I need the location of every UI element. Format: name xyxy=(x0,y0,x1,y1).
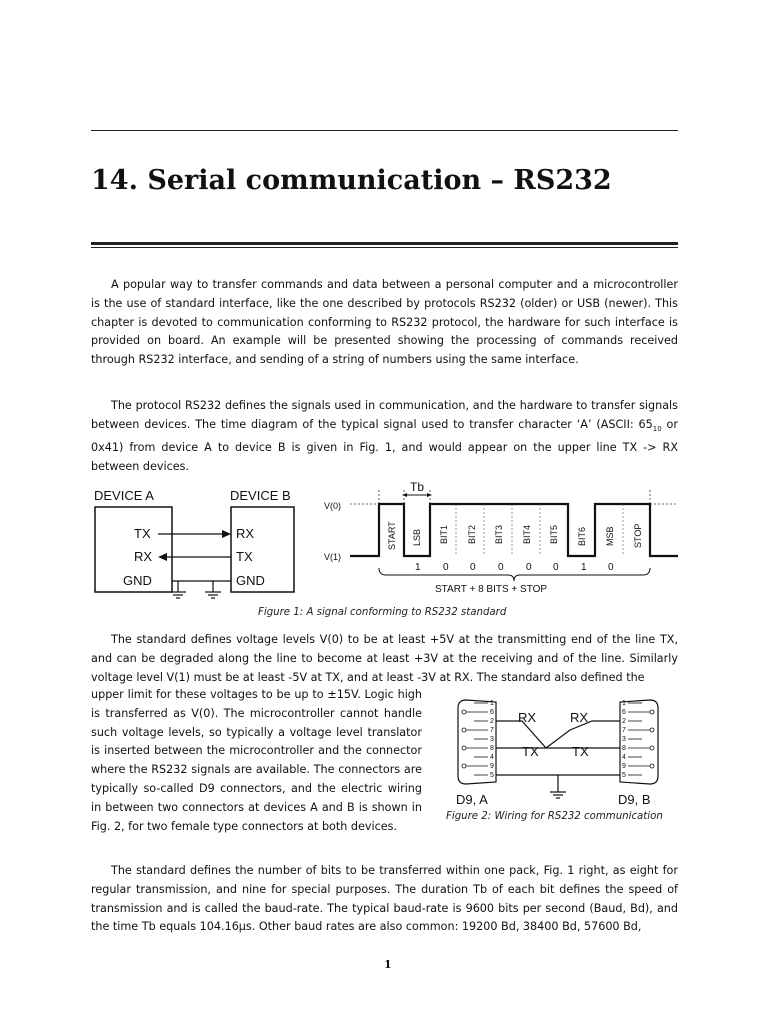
paragraph-protocol: The protocol RS232 defines the signals used in communication, and the hardware to transfer signals between devices. The time diagram of the typical signal used to transfer character ‘A’ (ASCII: $65_{10}$ or 0x41) from device A to device B is given in Fig. 1, and would appear on the upper line TX -> RX between devices. xyxy=(91,399,678,473)
bit-value: 0 xyxy=(608,562,614,573)
pin-label: 4 xyxy=(490,754,494,761)
tb-arrow-right xyxy=(427,493,432,497)
figure-1-caption: Figure 1: A signal conforming to RS232 standard xyxy=(258,607,507,618)
device-a-rx: RX xyxy=(134,549,153,564)
title-rule-thick xyxy=(91,242,678,245)
device-b-rx: RX xyxy=(236,526,255,541)
device-b-gnd: GND xyxy=(236,573,265,588)
slot-label: BIT6 xyxy=(577,526,587,546)
paragraph-intro: A popular way to transfer commands and data between a personal computer and a microcontroller is the use of standard interface, like the one described by protocols RS232 (older) or USB (newer). This chapter is devoted to communication conforming to RS232 protocol, the hardware for such interface is provided on board. An example will be presented showing the processing of commands received through RS232 interface, and sending of a string of numbers using the same interface. xyxy=(91,278,678,367)
paragraph-voltage: The standard defines voltage levels V(0) to be at least +5V at the transmitting end of the line TX, and can be degraded along the line to become at least +3V at the receiving and of the line. Similarly voltage level V(1) must be at least -5V at TX, and at least -3V at RX. The standard also defined the xyxy=(91,633,678,684)
page-number: 1 xyxy=(384,958,392,971)
tx-arrow-head xyxy=(222,530,231,538)
pin-label: 6 xyxy=(490,709,494,716)
pin-label: 2 xyxy=(490,718,494,725)
bit-values xyxy=(415,562,614,573)
slot-label: LSB xyxy=(412,528,422,546)
slot-label: MSB xyxy=(605,526,615,546)
bit-value: 0 xyxy=(443,562,449,573)
device-b-label: DEVICE B xyxy=(230,488,291,503)
tb-arrow-left xyxy=(402,493,407,497)
device-b-tx: TX xyxy=(236,549,253,564)
device-a-gnd: GND xyxy=(123,573,152,588)
title-rule-thin xyxy=(91,247,678,248)
pin-label: 3 xyxy=(490,736,494,743)
frame-label: START + 8 BITS + STOP xyxy=(435,584,548,595)
bit-value: 1 xyxy=(415,562,421,573)
pin-label: 8 xyxy=(622,745,626,752)
pin-label: 4 xyxy=(622,754,626,761)
bit-value: 0 xyxy=(553,562,559,573)
pin-label: 7 xyxy=(622,727,626,734)
slot-label: STOP xyxy=(633,523,643,548)
v1-label: V(1) xyxy=(324,552,342,562)
device-a-tx: TX xyxy=(134,526,151,541)
connector-a-label: D9, A xyxy=(456,792,488,807)
rx-label-a: RX xyxy=(518,710,537,725)
slot-label: BIT4 xyxy=(522,524,532,544)
pin-label: 8 xyxy=(490,745,494,752)
connector-b-label: D9, B xyxy=(618,792,651,807)
pin-label: 9 xyxy=(622,763,626,770)
rx-arrow-head xyxy=(158,553,167,561)
pin-label: 6 xyxy=(622,709,626,716)
paragraph-baud: The standard defines the number of bits to be transferred within one pack, Fig. 1 right, as eight for regular transmission, and nine for special purposes. The duration Tb of each bit defines the speed of transmission and is called the baud-rate. The typical baud-rate is 9600 bits per second (Baud, Bd), and the time Tb equals 104.16µs. Other baud rates are also common: 19200 Bd, 38400 Bd, 57600 Bd, xyxy=(91,864,678,934)
slot-label: BIT1 xyxy=(439,524,449,544)
figure-2-caption: Figure 2: Wiring for RS232 communication xyxy=(446,811,663,822)
pin-label: 2 xyxy=(622,718,626,725)
figure-2-diagram xyxy=(452,694,664,808)
rx-label-b: RX xyxy=(570,710,589,725)
signal-envelope xyxy=(350,490,678,556)
v0-label: V(0) xyxy=(324,501,342,511)
tx-label-b: TX xyxy=(572,744,589,759)
ground-symbol-b xyxy=(205,581,221,598)
device-a-label: DEVICE A xyxy=(94,488,154,503)
slot-label: BIT5 xyxy=(549,524,559,544)
pin-label: 9 xyxy=(490,763,494,770)
tb-label: Tb xyxy=(410,480,425,494)
slot-label: BIT2 xyxy=(467,524,477,544)
top-rule xyxy=(91,130,678,131)
connector-a-pins xyxy=(490,700,494,779)
bit-value: 0 xyxy=(498,562,504,573)
crossover-wires xyxy=(496,721,620,798)
figure-1-diagram xyxy=(88,478,680,602)
connector-a-traces xyxy=(466,703,488,775)
chapter-title: 14. Serial communication – RS232 xyxy=(91,165,612,196)
pin-label: 5 xyxy=(622,772,626,779)
pin-label: 5 xyxy=(490,772,494,779)
bit-value: 1 xyxy=(581,562,587,573)
bit-value: 0 xyxy=(470,562,476,573)
slot-label: BIT3 xyxy=(494,524,504,544)
slot-dividers xyxy=(456,504,623,556)
tx-label-a: TX xyxy=(522,744,539,759)
pin-label: 1 xyxy=(490,700,494,707)
slot-labels xyxy=(387,521,643,550)
connector-b-pins xyxy=(622,700,626,779)
pin-label: 7 xyxy=(490,727,494,734)
pin-label: 3 xyxy=(622,736,626,743)
signal-waveform xyxy=(350,504,678,556)
paragraph-connector: upper limit for these voltages to be up to ±15V. Logic high is transferred as V(0). The microcontroller cannot handle such voltage levels, so typically a voltage level translator is inserted between the microcontroller and the connector where the RS232 signals are available. The connectors are typically so-called D9 connectors, and the electric wiring in between two connectors at devices A and B is shown in Fig. 2, for two female type connectors at both devices. xyxy=(91,688,422,833)
slot-label: START xyxy=(387,521,397,550)
bit-value: 0 xyxy=(526,562,532,573)
connector-b-traces xyxy=(628,703,650,775)
pin-label: 1 xyxy=(622,700,626,707)
